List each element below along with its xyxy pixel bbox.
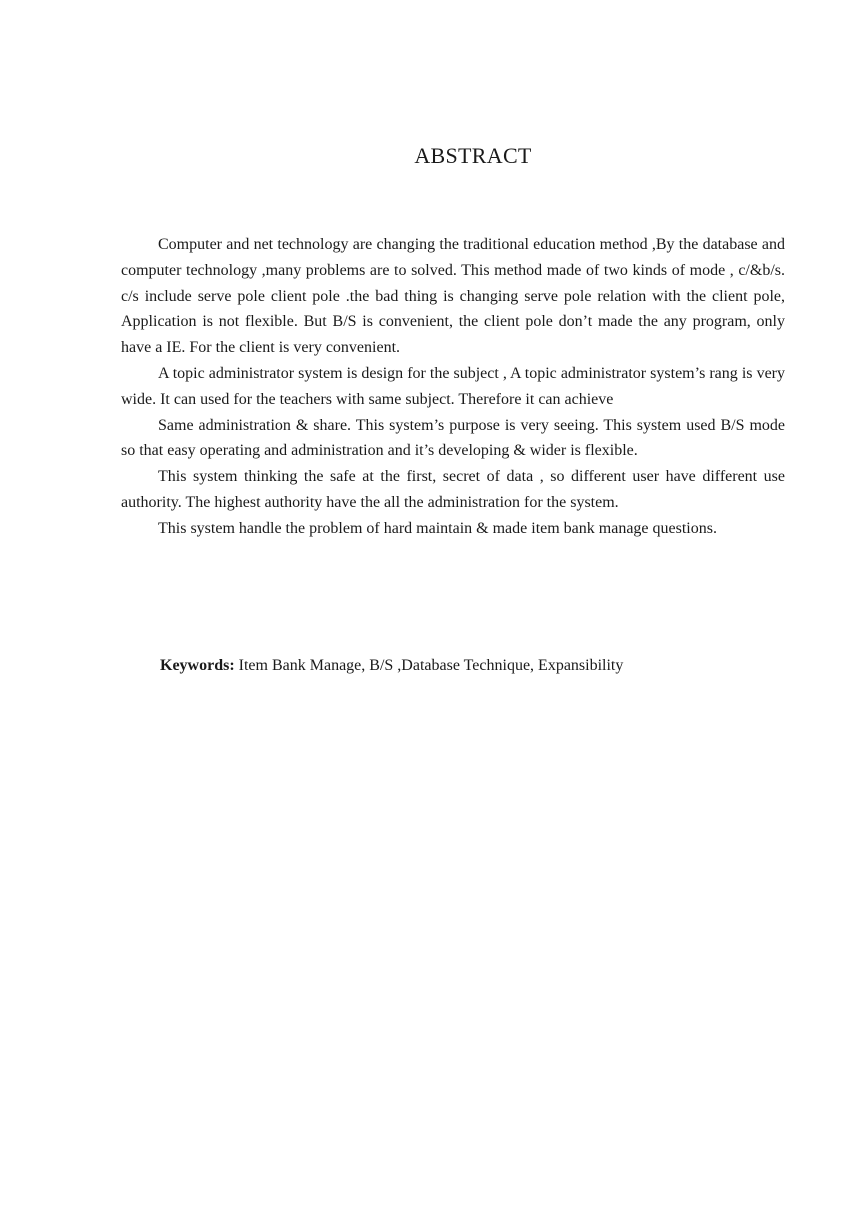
abstract-paragraph-4: This system thinking the safe at the first, secret of data , so different user have different use authority. The highest authority have the all the administration for the system.	[121, 468, 785, 511]
keywords-line	[160, 653, 623, 679]
abstract-body	[121, 232, 785, 542]
keywords-text: Item Bank Manage, B/S ,Database Technique, Expansibility	[238, 657, 624, 674]
abstract-paragraph-2: A topic administrator system is design for the subject , A topic administrator system’s rang is very wide. It can used for the teachers with same subject. Therefore it can achieve	[121, 364, 785, 408]
keywords-label: Keywords:	[160, 657, 235, 674]
abstract-title: ABSTRACT	[414, 143, 532, 168]
abstract-paragraph-5: This system handle the problem of hard maintain & made item bank manage questions.	[158, 519, 717, 537]
abstract-paragraph-1: Computer and net technology are changing the traditional education method ,By the database and computer technology ,many problems are to solved. This method made of two kinds of mode , c/&b/s. c/s include serve pole client pole .the bad thing is changing serve pole relation with the client pole, Application is not flexible. But B/S is convenient, the client pole don’t made the any program, only have a IE. For the client is very convenient.	[121, 236, 785, 357]
abstract-paragraph-3: Same administration & share. This system’s purpose is very seeing. This system used B/S mode so that easy operating and administration and it’s developing & wider is flexible.	[121, 416, 785, 460]
